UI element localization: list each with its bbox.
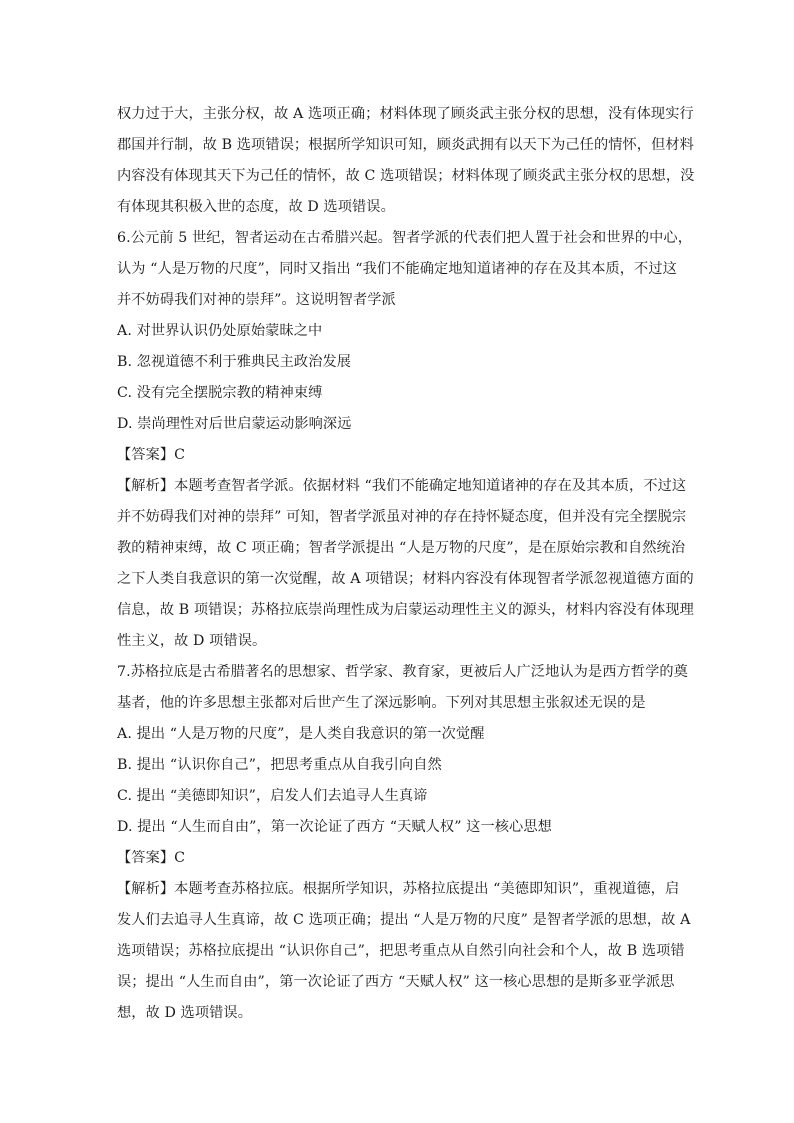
- question-6-stem-line: 并不妨碍我们对神的崇拜”。这说明智者学派: [117, 292, 396, 308]
- question-6-stem-line: 6.公元前 5 世纪，智者运动在古希腊兴起。智者学派的代表们把人置于社会和世界的中心，: [117, 230, 693, 246]
- question-7-analysis-line: 误；提出 “人生而自由”，第一次论证了西方 “天赋人权” 这一核心思想的是斯多亚学派思: [117, 974, 675, 990]
- question-7-analysis-line: 选项错误；苏格拉底提出 “认识你自己”，把思考重点从自然引向社会和个人，故 B 选项错: [117, 943, 685, 959]
- question-6-analysis-line: 性主义，故 D 项错误。: [117, 633, 267, 649]
- question-7-analysis-line: 【解析】本题考查苏格拉底。根据所学知识，苏格拉底提出 “美德即知识”，重视道德，启: [117, 881, 680, 897]
- text-line: 权力过于大，主张分权，故 A 选项正确；材料体现了顾炎武主张分权的思想，没有体现实行: [117, 106, 694, 122]
- question-6-option-b: B. 忽视道德不利于雅典民主政治发展: [117, 354, 352, 370]
- text-line: 郡国并行制，故 B 选项错误；根据所学知识可知，顾炎武拥有以天下为己任的情怀，但材料: [117, 137, 694, 153]
- question-6-option-a: A. 对世界认识仍处原始蒙昧之中: [117, 323, 323, 339]
- question-7-stem-line: 基者，他的许多思想主张都对后世产生了深远影响。下列对其思想主张叙述无误的是: [117, 695, 646, 711]
- question-7-option-a: A. 提出 “人是万物的尺度”，是人类自我意识的第一次觉醒: [117, 726, 485, 742]
- question-7-stem-line: 7.苏格拉底是古希腊著名的思想家、哲学家、教育家，更被后人广泛地认为是西方哲学的奠: [117, 664, 688, 680]
- question-7-option-c: C. 提出 “美德即知识”，启发人们去追寻人生真谛: [117, 788, 428, 804]
- question-6-analysis-line: 信息，故 B 项错误；苏格拉底崇尚理性成为启蒙运动理性主义的源头，材料内容没有体现理: [117, 602, 694, 618]
- question-6-stem-line: 认为 “人是万物的尺度”，同时又指出 “我们不能确定地知道诸神的存在及其本质，不过这: [117, 261, 677, 277]
- question-6-answer: 【答案】C: [117, 447, 186, 463]
- question-6-analysis-line: 之下人类自我意识的第一次觉醒，故 A 项错误；材料内容没有体现智者学派忽视道德方面的: [117, 571, 694, 587]
- question-6-option-c: C. 没有完全摆脱宗教的精神束缚: [117, 385, 323, 401]
- question-7-analysis-line: 想，故 D 选项错误。: [117, 1005, 252, 1021]
- question-7-analysis-line: 发人们去追寻人生真谛，故 C 选项正确；提出 “人是万物的尺度” 是智者学派的思想，故 A: [117, 912, 691, 928]
- question-7-option-d: D. 提出 “人生而自由”，第一次论证了西方 “天赋人权” 这一核心思想: [117, 819, 552, 835]
- question-7-answer: 【答案】C: [117, 850, 186, 866]
- text-line: 内容没有体现其天下为己任的情怀，故 C 选项错误；材料体现了顾炎武主张分权的思想，没: [117, 168, 695, 184]
- question-6-analysis-line: 并不妨碍我们对神的崇拜” 可知，智者学派虽对神的存在持怀疑态度，但并没有完全摆脱宗: [117, 509, 687, 525]
- question-6-analysis-line: 【解析】本题考查智者学派。依据材料 “我们不能确定地知道诸神的存在及其本质，不过这: [117, 478, 687, 494]
- text-line: 有体现其积极入世的态度，故 D 选项错误。: [117, 199, 395, 215]
- question-6-option-d: D. 崇尚理性对后世启蒙运动影响深远: [117, 416, 352, 432]
- question-6-analysis-line: 教的精神束缚，故 C 项正确；智者学派提出 “人是万物的尺度”，是在原始宗教和自然统治: [117, 540, 686, 556]
- question-7-option-b: B. 提出 “认识你自己”，把思考重点从自我引向自然: [117, 757, 442, 773]
